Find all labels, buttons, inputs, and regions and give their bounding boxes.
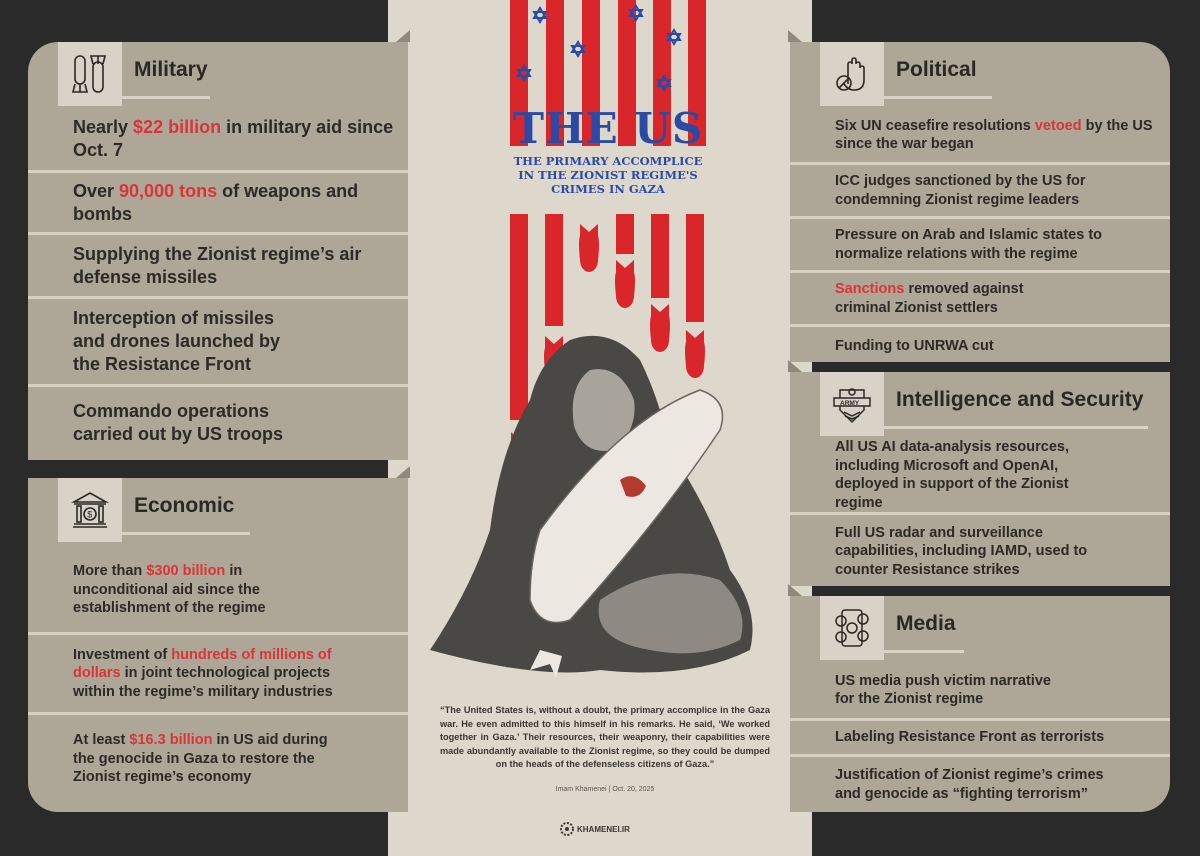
panel-header <box>790 596 1170 660</box>
svg-text:$: $ <box>87 509 93 520</box>
title-underline <box>884 96 992 99</box>
mourning-woman-illustration <box>420 330 760 680</box>
panel-fold <box>396 466 410 478</box>
item-list <box>790 108 1170 366</box>
panel-intelligence <box>790 372 1170 586</box>
list-item: Six UN ceasefire resolutions vetoed by the US since the war began <box>835 117 1153 152</box>
list-item: Labeling Resistance Front as terrorists <box>790 718 1170 754</box>
bombs-icon <box>70 52 110 96</box>
panel-fold <box>788 360 802 372</box>
list-item: Sanctions removed against criminal Zionist settlers <box>790 270 1170 324</box>
panel-fold <box>788 584 802 596</box>
item-list <box>28 108 408 458</box>
panel-title: Economic <box>134 494 235 517</box>
icon-box <box>820 42 884 106</box>
list-item: All US AI data-analysis resources, including Microsoft and OpenAI, deployed in support of the Zionist regime <box>835 439 1069 511</box>
khamenei-logo-icon <box>560 822 574 836</box>
list-item: ICC judges sanctioned by the US for condemning Zionist regime leaders <box>790 162 1170 216</box>
army-badge-icon <box>830 384 874 424</box>
item-list <box>790 662 1170 812</box>
icon-box <box>820 372 884 436</box>
list-item: Full US radar and surveillance capabilities, including IAMD, used to counter Resistance strikes <box>790 512 1170 588</box>
icon-box <box>58 42 122 106</box>
quote-text: “The United States is, without a doubt, the primary accomplice in the Gaza war. He even admitted to this himself in his remarks. He said, ‘We worked together in Gaza.’ Their resources, their weaponry, their capabilities were made abundantly available to the Zionist regime, so they could be dumped on the heads of the defenseless citizens of Gaza.” <box>440 705 770 769</box>
brand-text: KHAMENEI.IR <box>577 824 630 834</box>
list-item: Commando operations carried out by US troops <box>28 384 408 458</box>
panel-header <box>28 478 408 542</box>
subtitle-line: THE PRIMARY ACCOMPLICE <box>513 154 703 168</box>
panel-title: Political <box>896 58 977 81</box>
panel-title: Intelligence and Security <box>896 388 1144 411</box>
subtitle-line: IN THE ZIONIST REGIME'S <box>518 168 698 182</box>
icon-box <box>58 478 122 542</box>
panel-political <box>790 42 1170 362</box>
title-underline <box>122 532 250 535</box>
panel-fold <box>396 30 410 42</box>
poster-subtitle <box>488 154 728 196</box>
title-underline <box>122 96 210 99</box>
list-item: More than $300 billion in unconditional aid since the establishment of the regime <box>73 563 266 617</box>
panel-fold <box>788 30 802 42</box>
panel-military <box>28 42 408 460</box>
brand-logo <box>560 822 660 836</box>
list-item: Justification of Zionist regime’s crimes and genocide as “fighting terrorism” <box>790 754 1170 812</box>
list-item: Funding to UNRWA cut <box>790 324 1170 366</box>
list-item: At least $16.3 billion in US aid during the genocide in Gaza to restore the Zionist regime’s economy <box>28 712 408 804</box>
svg-text:ARMY: ARMY <box>840 400 860 407</box>
list-item: Over 90,000 tons of weapons and bombs <box>28 170 408 232</box>
subtitle-line: CRIMES IN GAZA <box>551 182 665 196</box>
panel-media <box>790 596 1170 812</box>
panel-title: Media <box>896 612 956 635</box>
panel-economic <box>28 478 408 812</box>
panel-header <box>790 42 1170 106</box>
item-list <box>28 548 408 804</box>
bank-dollar-icon <box>70 490 110 530</box>
panel-header <box>28 42 408 106</box>
list-item: Investment of hundreds of millions of dollars in joint technological projects within the regime’s military industries <box>28 632 408 712</box>
list-item: US media push victim narrative for the Zionist regime <box>835 672 1051 707</box>
poster-title: THE US <box>512 104 704 153</box>
hand-stop-icon <box>832 54 872 94</box>
quote-attribution: Imam Khamenei | Oct. 20, 2025 <box>555 786 655 793</box>
list-item: Pressure on Arab and Islamic states to normalize relations with the regime <box>790 216 1170 270</box>
icon-box <box>820 596 884 660</box>
panel-header <box>790 372 1170 436</box>
title-underline <box>884 426 1148 429</box>
title-underline <box>884 650 964 653</box>
social-media-icon <box>832 608 872 648</box>
list-item: Interception of missiles and drones launched by the Resistance Front <box>28 296 408 384</box>
panel-title: Military <box>134 58 208 81</box>
list-item: Supplying the Zionist regime’s air defense missiles <box>28 232 408 296</box>
list-item: Nearly $22 billion in military aid since Oct. 7 <box>73 117 394 160</box>
item-list <box>790 438 1170 588</box>
